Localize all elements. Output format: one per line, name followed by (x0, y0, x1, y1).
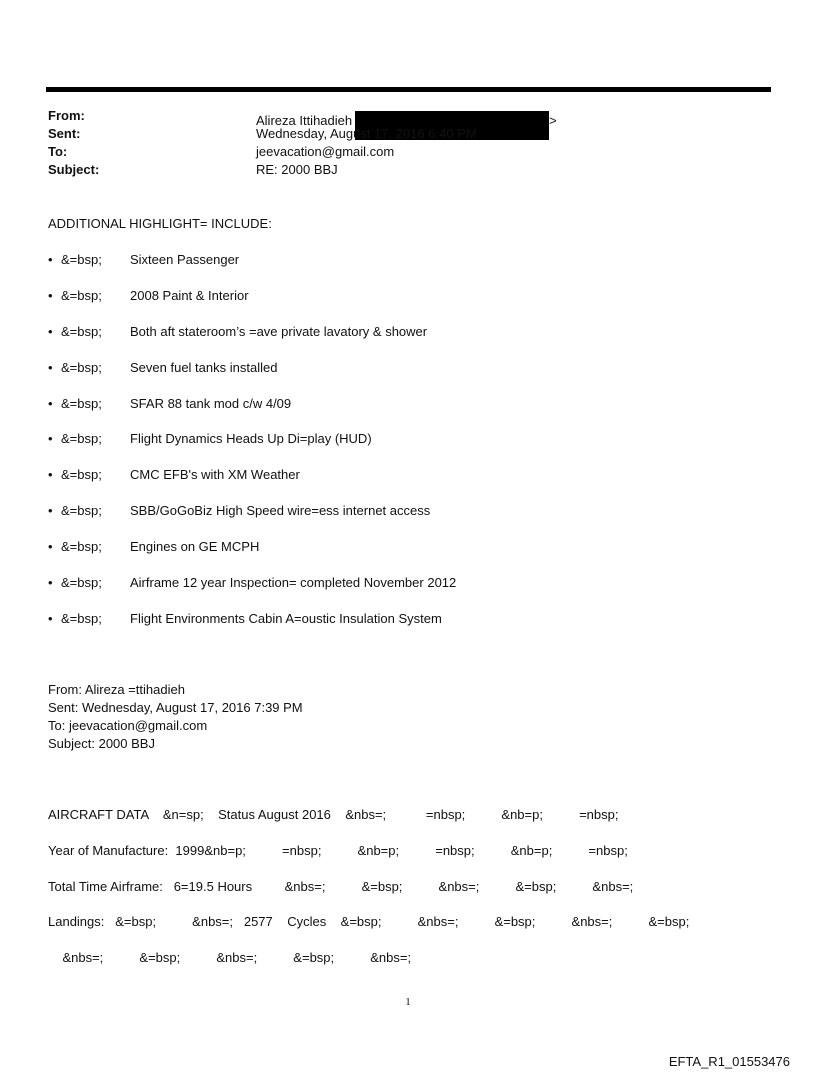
list-item (48, 430, 748, 448)
bullet-dot: • (48, 360, 53, 375)
quoted-from: From: Alireza =ttihadieh (48, 682, 185, 697)
subject-row (48, 161, 748, 179)
bullet-text: Flight Environments Cabin A=oustic Insulation System (130, 611, 442, 626)
bullet-text: Flight Dynamics Heads Up Di=play (HUD) (130, 431, 372, 446)
from-name: Alireza Ittihadieh (256, 112, 353, 128)
bullet-code: &=bsp; (61, 396, 102, 411)
bullet-text: CMC EFB's with XM Weather (130, 467, 300, 482)
list-item (48, 395, 748, 413)
bullet-text: SBB/GoGoBiz High Speed wire=ess internet access (130, 503, 431, 518)
aircraft-line: Total Time Airframe: 6=19.5 Hours &nbs=; &=bsp; &nbs=; &=bsp; &nbs=; (48, 879, 634, 894)
page-number: 1 (405, 996, 411, 1008)
aircraft-line: Landings: &=bsp; &nbs=; 2577 Cycles &=bsp; &nbs=; &=bsp; &nbs=; &=bsp; (48, 914, 690, 929)
sent-value: Wednesday, August 17, 2016 6:40 PM (256, 126, 477, 141)
list-item (48, 359, 748, 377)
bullet-code: &=bsp; (61, 503, 102, 518)
header-rule (46, 87, 771, 92)
bullet-dot: • (48, 503, 53, 518)
to-row (48, 143, 748, 161)
bullet-text: Seven fuel tanks installed (130, 360, 278, 375)
aircraft-line: AIRCRAFT DATA &n=sp; Status August 2016 &nbs=; =nbsp; &nb=p; =nbsp; (48, 807, 619, 822)
bullet-dot: • (48, 575, 53, 590)
intro-line: ADDITIONAL HIGHLIGHT= INCLUDE: (48, 216, 272, 231)
bullet-code: &=bsp; (61, 575, 102, 590)
from-row (48, 107, 748, 128)
quoted-subject: Subject: 2000 BBJ (48, 736, 155, 751)
quoted-to: To: jeevacation@gmail.com (48, 718, 208, 733)
list-item (48, 502, 748, 520)
bullet-text: Engines on GE MCPH (130, 539, 260, 554)
aircraft-line: &nbs=; &=bsp; &nbs=; &=bsp; &nbs=; (48, 950, 412, 965)
from-label: From: (48, 108, 85, 123)
to-value: jeevacation@gmail.com (256, 144, 395, 159)
list-item (48, 466, 748, 484)
sent-label: Sent: (48, 126, 81, 141)
bullet-code: &=bsp; (61, 252, 102, 267)
bullet-code: &=bsp; (61, 611, 102, 626)
bullet-code: &=bsp; (61, 539, 102, 554)
bullet-code: &=bsp; (61, 288, 102, 303)
document-id: EFTA_R1_01553476 (668, 1054, 790, 1069)
subject-label: Subject: (48, 162, 100, 177)
list-item (48, 287, 748, 305)
from-suffix: > (549, 112, 557, 128)
bullet-dot: • (48, 431, 53, 446)
list-item (48, 610, 748, 628)
bullet-code: &=bsp; (61, 360, 102, 375)
list-item (48, 251, 748, 269)
subject-value: RE: 2000 BBJ (256, 162, 338, 177)
bullet-text: SFAR 88 tank mod c/w 4/09 (130, 396, 292, 411)
bullet-dot: • (48, 539, 53, 554)
sent-row (48, 125, 748, 143)
bullet-dot: • (48, 324, 53, 339)
bullet-text: Airframe 12 year Inspection= completed November 2012 (130, 575, 457, 590)
bullet-text: Both aft stateroom’s =ave private lavatory & shower (130, 324, 428, 339)
quoted-sent: Sent: Wednesday, August 17, 2016 7:39 PM (48, 700, 303, 715)
bullet-code: &=bsp; (61, 467, 102, 482)
bullet-dot: • (48, 252, 53, 267)
bullet-dot: • (48, 611, 53, 626)
bullet-code: &=bsp; (61, 431, 102, 446)
bullet-code: &=bsp; (61, 324, 102, 339)
aircraft-line: Year of Manufacture: 1999&nb=p; =nbsp; &nb=p; =nbsp; &nb=p; =nbsp; (48, 843, 628, 858)
list-item (48, 538, 748, 556)
bullet-dot: • (48, 467, 53, 482)
list-item (48, 574, 748, 592)
list-item (48, 323, 748, 341)
bullet-text: Sixteen Passenger (130, 252, 240, 267)
bullet-dot: • (48, 396, 53, 411)
bullet-text: 2008 Paint & Interior (130, 288, 249, 303)
to-label: To: (48, 144, 68, 159)
bullet-dot: • (48, 288, 53, 303)
